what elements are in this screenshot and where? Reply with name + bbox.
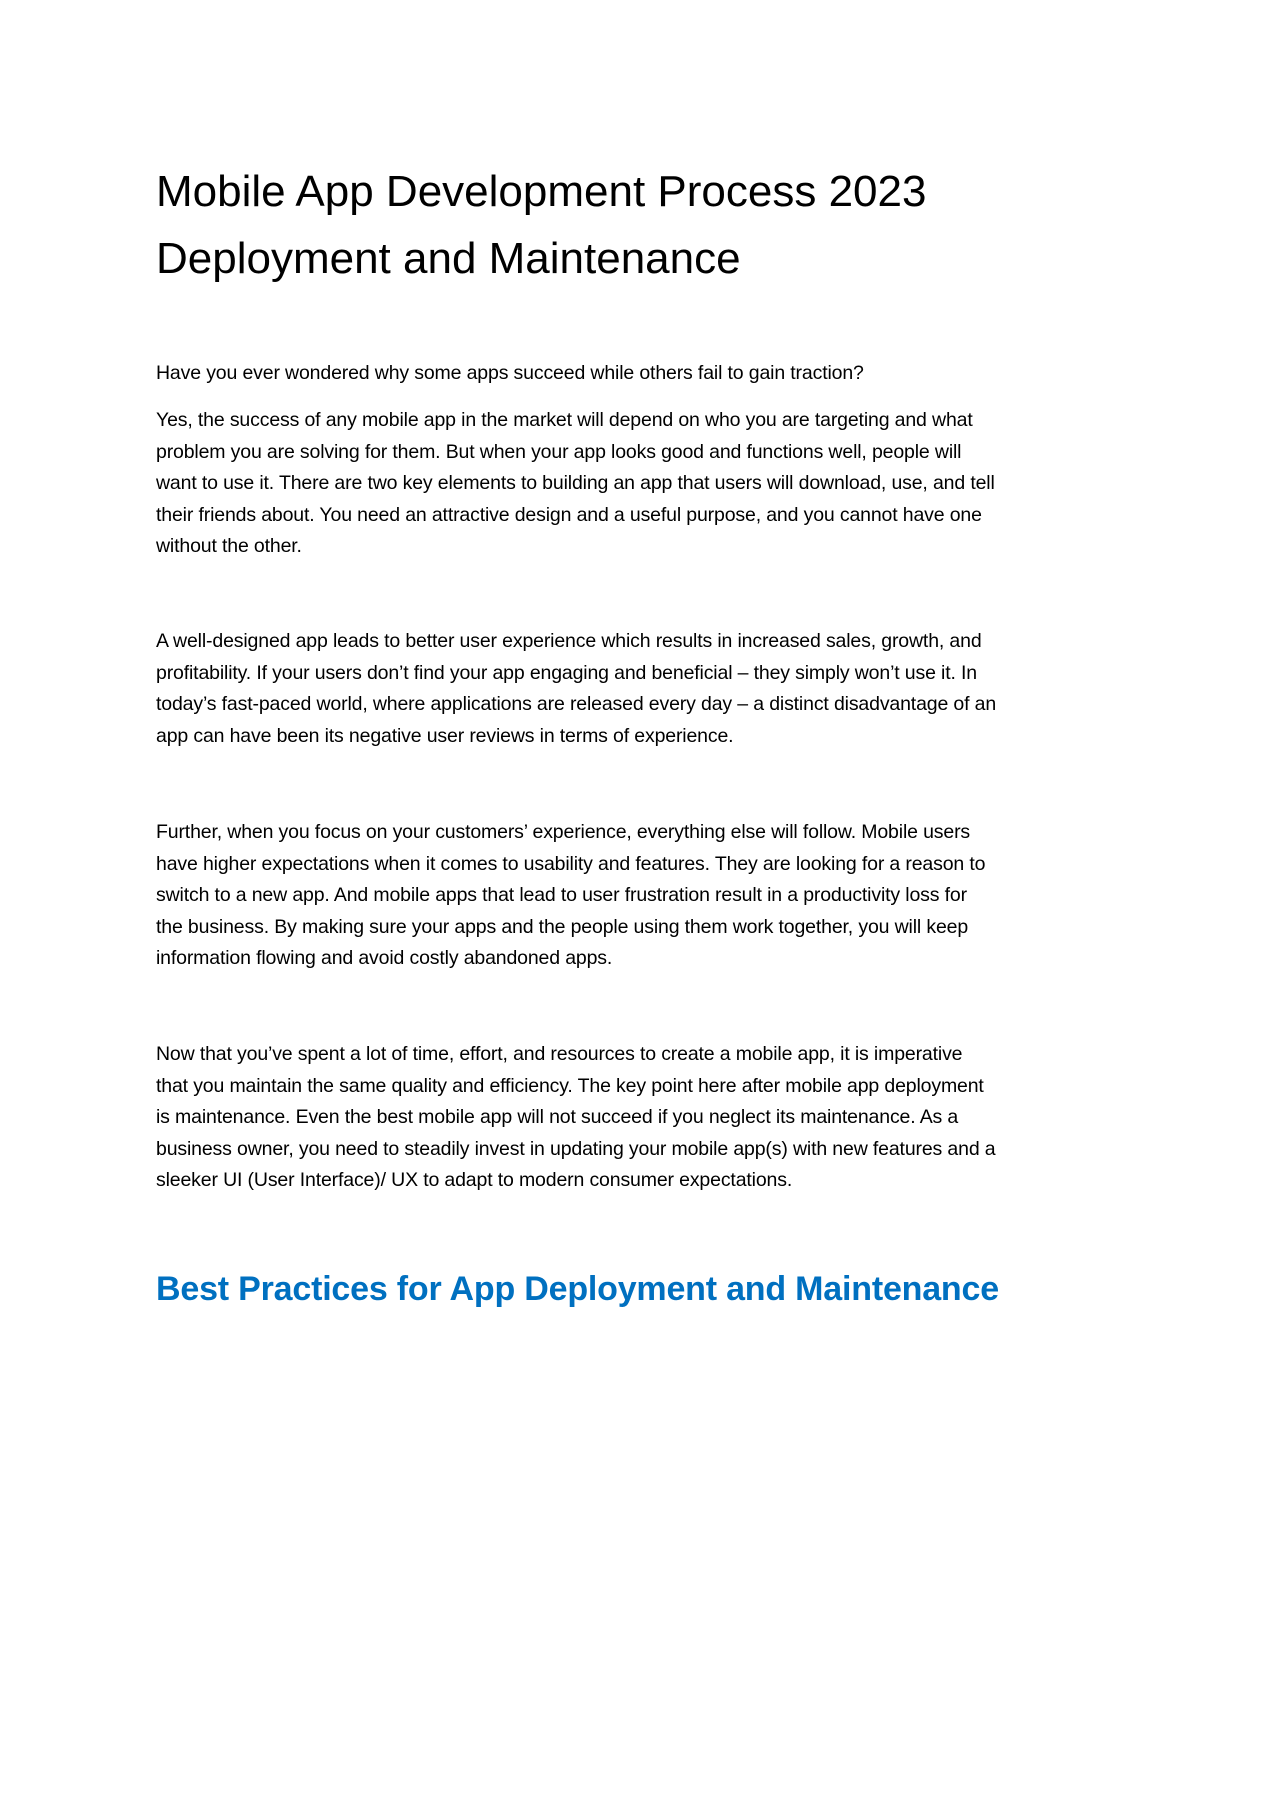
text-line: that you maintain the same quality and efficiency. The key point here after mobile app deployment	[156, 1074, 984, 1097]
paragraph-well-designed	[156, 626, 996, 752]
text-line: Now that you’ve spent a lot of time, effort, and resources to create a mobile app, it is imperative	[156, 1043, 963, 1065]
text-line: without the other.	[156, 535, 302, 558]
document-title	[156, 158, 926, 292]
paragraph-success	[156, 405, 995, 563]
text-line: Yes, the success of any mobile app in the market will depend on who you are targeting and what	[156, 409, 973, 431]
section-heading: Best Practices for App Deployment and Maintenance	[156, 1270, 999, 1308]
text-line: sleeker UI (User Interface)/ UX to adapt to modern consumer expectations.	[156, 1169, 793, 1192]
intro-question	[156, 358, 864, 390]
paragraph-maintenance	[156, 1039, 995, 1197]
text-line: Have you ever wondered why some apps succeed while others fail to gain traction?	[156, 362, 864, 384]
text-line: Further, when you focus on your customers’ experience, everything else will follow. Mobile users	[156, 821, 971, 843]
text-line: have higher expectations when it comes to usability and features. They are looking for a reason to	[156, 852, 986, 875]
text-line: their friends about. You need an attractive design and a useful purpose, and you cannot have one	[156, 503, 982, 526]
text-line: the business. By making sure your apps and the people using them work together, you will keep	[156, 915, 969, 938]
text-line: profitability. If your users don’t find your app engaging and beneficial – they simply won’t use it. In	[156, 661, 977, 684]
text-line: want to use it. There are two key elements to building an app that users will download, use, and tell	[156, 472, 995, 495]
text-line: today’s fast-paced world, where applications are released every day – a distinct disadvantage of an	[156, 693, 997, 716]
text-line: is maintenance. Even the best mobile app will not succeed if you neglect its maintenance. As a	[156, 1106, 959, 1129]
paragraph-customer-experience	[156, 817, 985, 975]
title-line: Mobile App Development Process 2023	[156, 167, 927, 216]
title-line: Deployment and Maintenance	[156, 234, 741, 283]
text-line: app can have been its negative user reviews in terms of experience.	[156, 724, 734, 747]
text-line: switch to a new app. And mobile apps that lead to user frustration result in a productivity loss for	[156, 884, 967, 907]
text-line: business owner, you need to steadily invest in updating your mobile app(s) with new features and a	[156, 1137, 996, 1160]
text-line: information flowing and avoid costly abandoned apps.	[156, 947, 613, 970]
text-line: A well-designed app leads to better user experience which results in increased sales, growth, and	[156, 630, 982, 652]
text-line: problem you are solving for them. But when your app looks good and functions well, people will	[156, 440, 962, 463]
